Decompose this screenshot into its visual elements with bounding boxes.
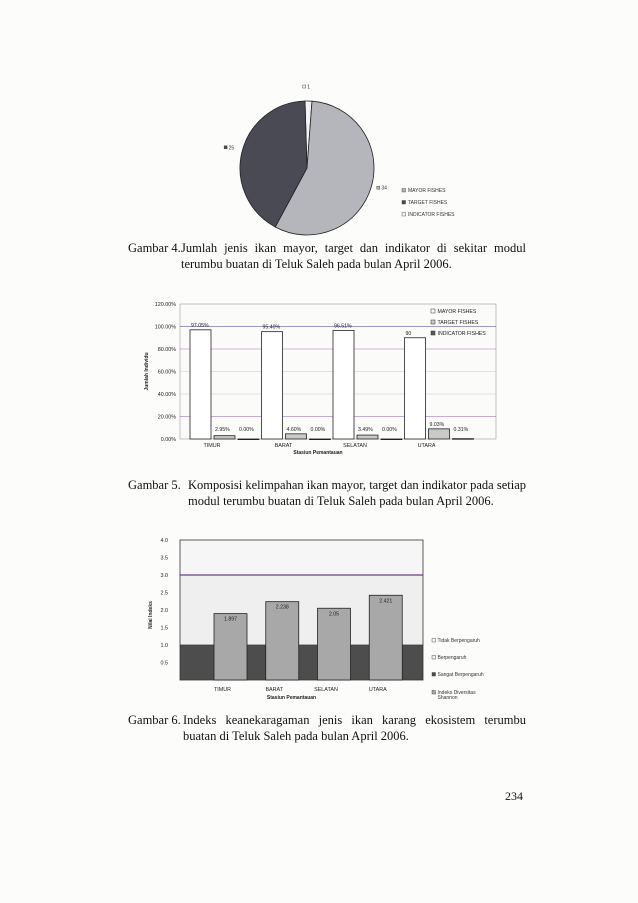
legend-swatch [432, 656, 436, 660]
legend-swatch [432, 639, 436, 643]
x-tick-label: BARAT [274, 443, 293, 449]
legend-entry: MAYOR FISHES [408, 188, 446, 194]
x-tick-label: TIMUR [213, 687, 232, 693]
bar-target-fishes [429, 429, 450, 439]
x-tick-label: UTARA [417, 443, 436, 449]
pie-label-swatch [224, 146, 227, 149]
x-axis-label: Stasiun Pemantauan [266, 695, 317, 701]
data-label: 97.05% [191, 322, 209, 329]
legend-swatch [402, 213, 406, 217]
caption-gambar-6 [128, 712, 528, 746]
legend-swatch [431, 309, 435, 313]
page-number: 234 [505, 789, 523, 803]
legend-swatch [432, 691, 436, 695]
legend-swatch [402, 201, 406, 205]
x-tick-label: TIMUR [203, 443, 221, 449]
y-tick-label: 2.0 [160, 608, 168, 614]
caption-gambar-4 [128, 240, 528, 274]
y-tick-label: 20.00% [157, 414, 176, 421]
data-label: 0.00% [310, 427, 326, 433]
legend-swatch [432, 673, 436, 677]
bar-chart-indeks-keanekaragaman [140, 530, 510, 708]
caption-text: Indeks keanekaragaman jenis ikan karang ekosistem terumbu buatan di Teluk Saleh pada bulan April 2006. [183, 713, 526, 743]
legend-entry: TARGET FISHES [408, 200, 448, 206]
data-label: 0.00% [382, 427, 397, 433]
data-label: 2.05 [328, 611, 340, 618]
y-tick-label: 1.5 [160, 625, 168, 632]
y-tick-label: 3.5 [160, 555, 168, 562]
bar-indicator-fishes [238, 439, 259, 440]
data-label: 9.03% [429, 421, 445, 428]
data-label: 0.31% [453, 427, 469, 433]
legend-entry: Berpengaruh [437, 655, 467, 661]
legend-entry: Sangat Berpengaruh [437, 672, 484, 678]
data-label: 3.49% [358, 427, 373, 433]
caption-text: Jumlah jenis ikan mayor, target dan indikator di sekitar modul terumbu buatan di Teluk Saleh pada bulan April 2006. [181, 241, 526, 271]
x-tick-label: BARAT [265, 687, 284, 693]
pie-label-swatch [303, 85, 306, 88]
x-axis-label: Stasiun Pemantauan [293, 450, 343, 456]
y-tick-label: 40.00% [157, 392, 176, 398]
bar-indeks-diversitas [318, 608, 351, 680]
data-label: 2.95% [215, 427, 230, 433]
pie-value-label: 34 [381, 185, 387, 192]
y-tick-label: 120.00% [154, 302, 176, 308]
data-label: 95.40% [262, 324, 281, 331]
data-label: 96.51% [334, 323, 352, 330]
y-tick-label: 0.5 [160, 660, 168, 667]
y-tick-label: 0.00% [160, 437, 176, 443]
caption-label: Gambar 5. [128, 478, 181, 492]
y-tick-label: 3.0 [160, 573, 168, 579]
caption-text: Komposisi kelimpahan ikan mayor, target dan indikator pada setiap modul terumbu buatan di Teluk Saleh pada bulan April 2006. [188, 478, 526, 508]
caption-label: Gambar 4. [128, 241, 181, 255]
bar-indeks-diversitas [266, 602, 299, 680]
legend-entry: INDICATOR FISHES [408, 212, 455, 218]
data-label: 2.238 [275, 604, 289, 611]
bar-indicator-fishes [310, 439, 331, 440]
bar-target-fishes [286, 434, 307, 439]
y-tick-label: 4.0 [160, 538, 168, 544]
legend-swatch [431, 320, 435, 324]
x-tick-label: SELATAN [343, 443, 367, 449]
data-label: 0.00% [239, 427, 254, 433]
legend-entry: Tidak Berpengaruh [437, 638, 480, 644]
bar-indeks-diversitas [214, 614, 247, 680]
caption-label: Gambar 6. [128, 713, 181, 727]
bar-mayor-fishes [333, 330, 354, 439]
legend-swatch [402, 189, 406, 193]
bar-mayor-fishes [405, 338, 426, 439]
x-tick-label: UTARA [368, 687, 387, 693]
pie-value-label: 25 [228, 145, 235, 152]
y-tick-label: 1.0 [160, 643, 168, 649]
bar-mayor-fishes [190, 330, 211, 439]
bar-target-fishes [214, 436, 235, 439]
y-axis-label: Jumlah Individu [144, 352, 150, 391]
x-tick-label: SELATAN [314, 687, 338, 693]
pie-label-swatch [377, 186, 380, 189]
pie-value-label: 1 [307, 84, 311, 91]
legend-entry: MAYOR FISHES [437, 309, 477, 315]
bar-indeks-diversitas [369, 595, 402, 680]
legend-entry: Shannon [437, 695, 458, 701]
band-tidak-berpengaruh [180, 540, 423, 575]
bar-chart-komposisi-kelimpahan [128, 292, 508, 470]
bar-mayor-fishes [262, 332, 283, 439]
y-tick-label: 2.5 [160, 590, 168, 597]
data-label: 4.60% [286, 426, 302, 433]
data-label: 1.897 [224, 616, 237, 623]
data-label: 2.421 [379, 598, 393, 605]
legend-entry: Indeks Diversitas [437, 690, 476, 696]
legend-swatch [431, 331, 435, 335]
legend-entry: TARGET FISHES [437, 320, 479, 326]
bar-indicator-fishes [453, 439, 474, 440]
bar-target-fishes [357, 435, 378, 439]
y-tick-label: 60.00% [157, 369, 176, 376]
y-axis-label: Nilai Indeks [148, 601, 154, 629]
data-label: 90 [405, 330, 412, 337]
legend-entry: INDICATOR FISHES [437, 331, 486, 337]
y-tick-label: 100.00% [154, 324, 176, 331]
y-tick-label: 80.00% [157, 347, 176, 353]
bar-indicator-fishes [381, 439, 402, 440]
caption-gambar-5 [128, 477, 528, 511]
pie-chart-jumlah-jenis [180, 84, 480, 235]
